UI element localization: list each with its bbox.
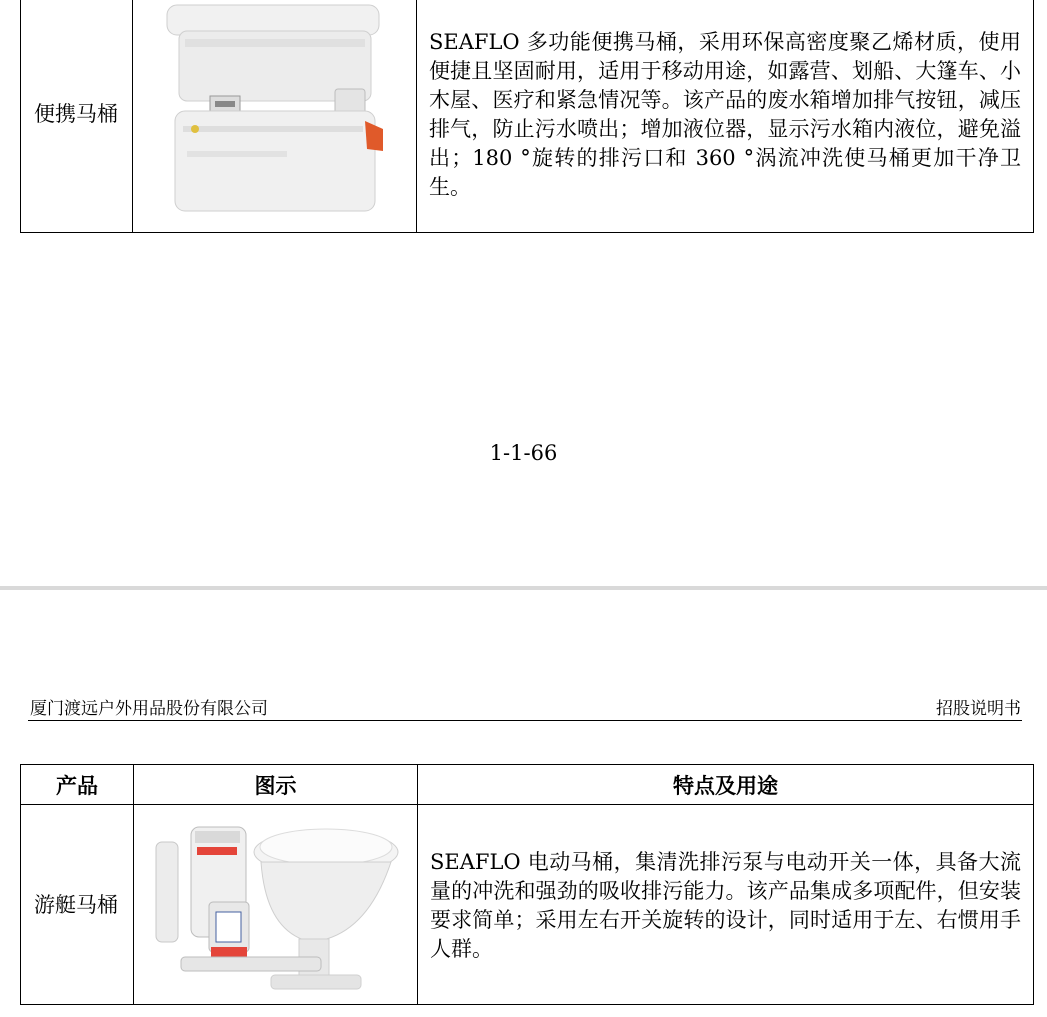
product-description-cell [417, 0, 1034, 232]
product-table [20, 764, 1034, 1005]
product-image-cell [134, 805, 418, 1005]
header-product: 产品 [21, 765, 134, 805]
product-description-cell [418, 805, 1034, 1005]
table-row [21, 805, 1034, 1005]
header-image: 图示 [134, 765, 418, 805]
product-name-cell [21, 805, 134, 1005]
product-description: SEAFLO 多功能便携马桶，采用环保高密度聚乙烯材质，使用便捷且坚固耐用，适用于移动用途，如露营、划船、大篷车、小木屋、医疗和紧急情况等。该产品的废水箱增加排气按钮，减压排气，防止污水喷出；增加液位器，显示污水箱内液位，避免溢出；180 °旋转的排污口和 360 °涡流冲洗使马桶更加干净卫生。 [429, 29, 1021, 199]
page-bottom [0, 590, 1047, 1017]
header-company: 厦门渡远户外用品股份有限公司 [30, 699, 268, 719]
product-table-continued [20, 0, 1034, 233]
product-name: 便携马桶 [34, 101, 118, 126]
product-image-cell [133, 0, 417, 232]
table-row [21, 0, 1034, 232]
header-rule [28, 720, 1022, 721]
table-header-row [21, 765, 1034, 805]
page-number: 1-1-66 [489, 441, 558, 465]
portable-toilet-image [155, 1, 395, 226]
marine-electric-toilet-image [151, 807, 401, 1002]
product-name: 游艇马桶 [34, 892, 118, 917]
product-description: SEAFLO 电动马桶，集清洗排污泵与电动开关一体，具备大流量的冲洗和强劲的吸收排污能力。该产品集成多项配件，但安装要求简单；采用左右开关旋转的设计，同时适用于左、右惯用手人群。 [430, 849, 1021, 961]
header-features: 特点及用途 [418, 765, 1034, 805]
header-doc-type: 招股说明书 [936, 699, 1021, 719]
product-name-cell [21, 0, 133, 232]
